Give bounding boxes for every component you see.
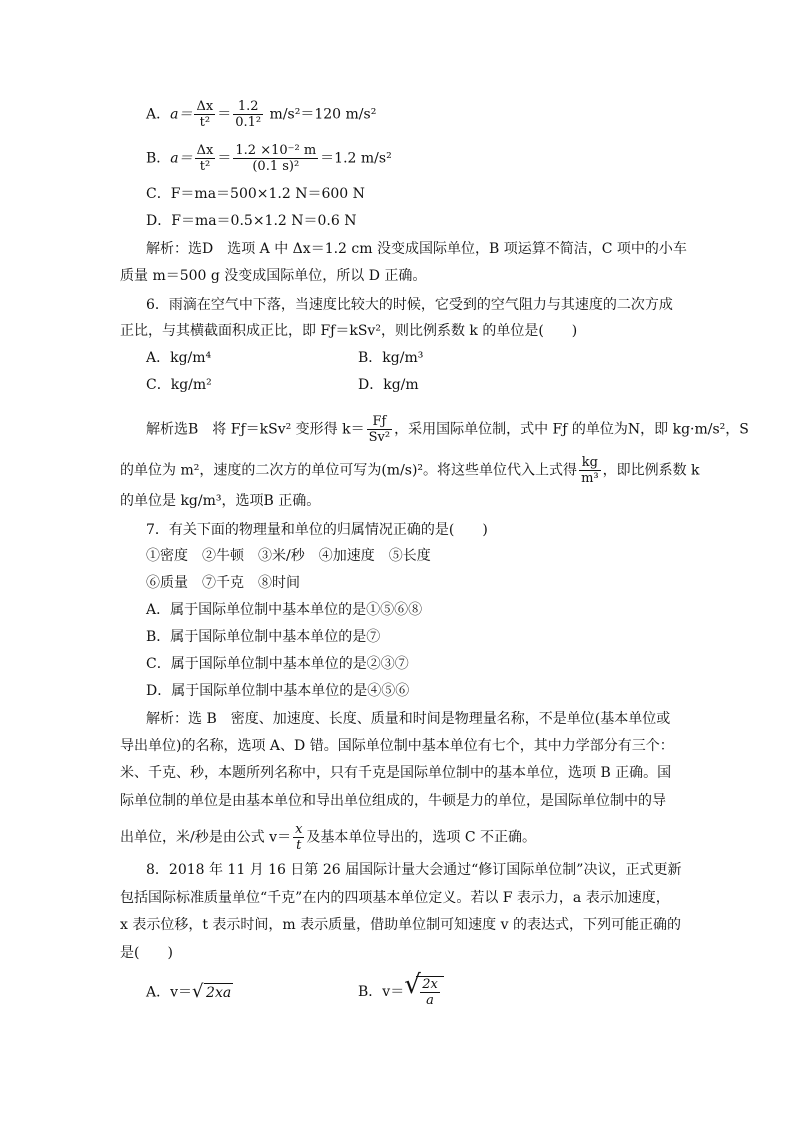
q8-stem-line3: x 表示位移，t 表示时间，m 表示质量，借助单位制可知速度 v 的表达式，下列可能正确的 — [120, 917, 681, 933]
q6-option-d: D．kg/m — [358, 377, 419, 393]
fraction: $\frac{Fƒ}{\text{Sv²}}$ — [368, 414, 391, 445]
q5-option-b: B．a＝ $\frac{\Delta x}{\text{t²}}$ ＝ $\frac{\text{1.2 ×10⁻² m}}{\text{(0.1 s)²}}$ ＝1.2 m/s² — [146, 143, 392, 174]
q6-analysis-line2: 的单位为 m²，速度的二次方的单位可写为(m/s)²。将这些单位代入上式得 $\frac{kg}{\text{m³}}$ ，即比例系数 k — [120, 455, 700, 486]
fraction: $\frac{2x}{a}$ — [422, 977, 438, 1008]
q7-analysis-line4: 际单位制的单位是由基本单位和导出单位组成的，牛顿是力的单位，是国际单位制中的导 — [120, 793, 666, 809]
q8-option-b: B．v＝ √ $\frac{2x}{a}$ — [358, 976, 444, 1008]
q6-stem-line1: 6．雨滴在空气中下落，当速度比较大的时候，它受到的空气阻力与其速度的二次方成 — [146, 297, 673, 313]
q7-option-b: B．属于国际单位制中基本单位的是⑦ — [146, 629, 381, 645]
q7-option-c: C．属于国际单位制中基本单位的是②③⑦ — [146, 656, 409, 672]
q7-analysis-line3: 米、千克、秒，本题所列名称中，只有千克是国际单位制中的基本单位，选项 B 正确。国 — [120, 765, 672, 781]
q5-option-c: C．F＝ma＝500×1.2 N＝600 N — [146, 186, 365, 202]
q8-stem-line4: 是( ) — [120, 945, 173, 961]
q7-analysis-line1: 解析：选 B 密度、加速度、长度、质量和时间是物理量名称，不是单位(基本单位或 — [146, 711, 671, 727]
fraction: $\frac{\Delta x}{\text{t²}}$ — [196, 143, 214, 174]
q6-analysis-line3: 的单位是 kg/m³，选项B 正确。 — [120, 493, 321, 509]
q6-analysis-line1: 解析选B 将 Fƒ＝kSv² 变形得 k＝ $\frac{Fƒ}{\text{Sv²}}$ ，采用国际单位制，式中 Fƒ 的单位为N，即 kg·m/s²，S — [146, 414, 749, 445]
q5-option-a: A．a＝ $\frac{\Delta x}{\text{t²}}$ ＝ $\frac{1.2}{\text{0.1²}}$ m/s²＝120 m/s² — [146, 99, 377, 130]
fraction: $\frac{\text{1.2 ×10⁻² m}}{\text{(0.1 s)²}}$ — [235, 143, 317, 174]
square-root: √ $\frac{2x}{a}$ — [404, 976, 444, 1008]
q5-analysis-line1: 解析：选D 选项 A 中 Δx＝1.2 cm 没变成国际单位，B 项运算不简洁，C 项中的小车 — [146, 241, 687, 257]
q7-items-line2: ⑥质量 ⑦千克 ⑧时间 — [146, 575, 300, 591]
q8-stem-line2: 包括国际标准质量单位“千克”在内的四项基本单位定义。若以 F 表示力，a 表示加速度， — [120, 890, 670, 906]
q6-option-c: C．kg/m² — [146, 377, 212, 393]
q8-option-a: A．v＝ √ 2xa — [146, 981, 232, 1002]
fraction: $\frac{1.2}{\text{0.1²}}$ — [235, 99, 262, 130]
fraction: $\frac{x}{t}$ — [295, 822, 303, 853]
q6-stem-line2: 正比，与其横截面积成正比，即 Fƒ＝kSv²，则比例系数 k 的单位是( ) — [120, 323, 578, 339]
square-root: √ 2xa — [192, 981, 232, 1002]
q7-analysis-line5: 出单位，米/秒是由公式 v＝ $\frac{x}{t}$ 及基本单位导出的，选项 C 不正确。 — [120, 822, 537, 853]
q5-option-d: D．F＝ma＝0.5×1.2 N＝0.6 N — [146, 213, 357, 229]
q7-option-d: D．属于国际单位制中基本单位的是④⑤⑥ — [146, 683, 410, 699]
q7-option-a: A．属于国际单位制中基本单位的是①⑤⑥⑧ — [146, 602, 423, 618]
fraction: $\frac{\Delta x}{\text{t²}}$ — [196, 99, 214, 130]
q6-option-b: B．kg/m³ — [358, 350, 424, 366]
fraction: $\frac{kg}{\text{m³}}$ — [581, 455, 599, 486]
q6-option-a: A．kg/m⁴ — [146, 350, 212, 366]
q7-items-line1: ①密度 ②牛顿 ③米/秒 ④加速度 ⑤长度 — [146, 548, 431, 564]
q7-analysis-line2: 导出单位)的名称，选项 A、D 错。国际单位制中基本单位有七个，其中力学部分有三个： — [120, 738, 674, 754]
q5-analysis-line2: 质量 m＝500 g 没变成国际单位，所以 D 正确。 — [120, 268, 427, 284]
q7-stem: 7．有关下面的物理量和单位的归属情况正确的是( ) — [146, 522, 488, 538]
q8-stem-line1: 8．2018 年 11 月 16 日第 26 届国际计量大会通过“修订国际单位制”决议，正式更新 — [146, 862, 682, 878]
